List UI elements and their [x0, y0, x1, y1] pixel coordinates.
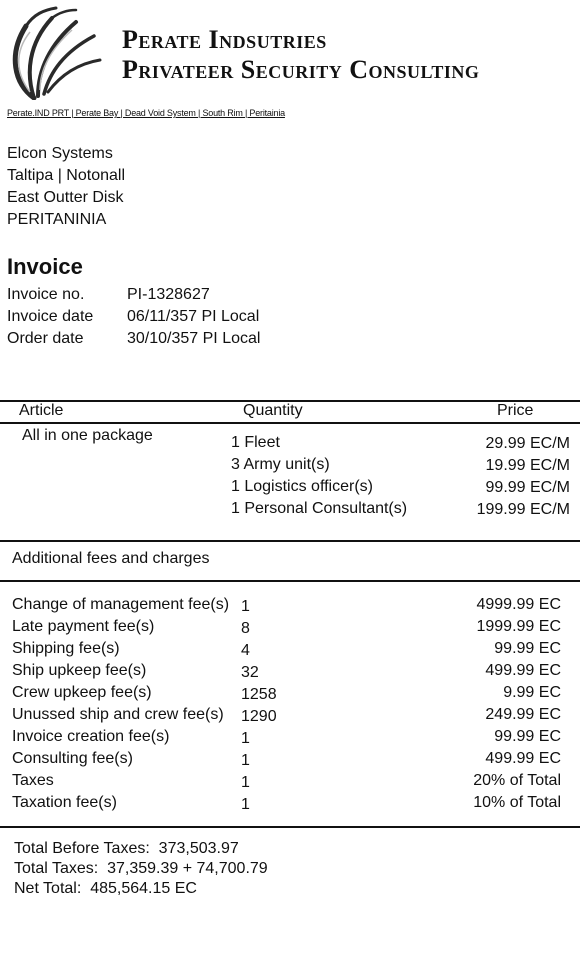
fee-name: Change of management fee(s)	[12, 596, 230, 613]
fee-price: 20% of Total	[473, 772, 561, 789]
recipient-line: PERITANINIA	[7, 211, 107, 228]
fee-price: 249.99 EC	[485, 706, 561, 723]
recipient-line: Elcon Systems	[7, 145, 113, 162]
package-price: 19.99 EC/M	[485, 457, 570, 474]
total-value: 373,503.97	[158, 840, 239, 857]
fee-qty: 1	[241, 796, 250, 813]
fee-name: Consulting fee(s)	[12, 750, 133, 767]
total-value: 485,564.15 EC	[90, 880, 197, 897]
fee-name: Unussed ship and crew fee(s)	[12, 706, 224, 723]
fee-qty: 1	[241, 752, 250, 769]
company-address: Perate.IND PRT | Perate Bay | Dead Void System | South Rim | Peritainia	[7, 108, 285, 118]
package-price: 99.99 EC/M	[485, 479, 570, 496]
package-qty: 3 Army unit(s)	[231, 456, 330, 473]
fee-qty: 1258	[241, 686, 277, 703]
field-label: Invoice no.	[7, 286, 85, 303]
fee-qty: 1290	[241, 708, 277, 725]
total-value: 37,359.39 + 74,700.79	[107, 860, 268, 877]
fee-price: 10% of Total	[473, 794, 561, 811]
total-label: Net Total:	[14, 880, 82, 897]
divider	[0, 540, 580, 542]
fee-name: Invoice creation fee(s)	[12, 728, 170, 745]
order-date-row	[7, 328, 260, 350]
package-article: All in one package	[22, 427, 153, 444]
package-price: 199.99 EC/M	[476, 501, 570, 518]
total-label: Total Before Taxes:	[14, 840, 150, 857]
company-name: Perate Indsutries	[122, 25, 327, 54]
invoice-title: Invoice	[7, 254, 83, 279]
divider	[0, 422, 580, 424]
company-subtitle: Privateer Security Consulting	[122, 55, 480, 84]
package-qty: 1 Fleet	[231, 434, 280, 451]
fee-name: Crew upkeep fee(s)	[12, 684, 152, 701]
invoice-date-row	[7, 306, 260, 328]
invoice-meta	[7, 284, 260, 350]
fee-price: 99.99 EC	[494, 640, 561, 657]
header-price: Price	[497, 402, 534, 419]
fee-price: 4999.99 EC	[476, 596, 561, 613]
fee-qty: 8	[241, 620, 250, 637]
fee-price: 99.99 EC	[494, 728, 561, 745]
fee-price: 499.99 EC	[485, 662, 561, 679]
fee-names	[12, 594, 229, 814]
package-prices	[477, 433, 570, 521]
invoice-number-row	[7, 284, 260, 306]
fees-title: Additional fees and charges	[12, 550, 210, 567]
fee-prices	[473, 594, 561, 814]
fee-name: Taxation fee(s)	[12, 794, 117, 811]
fee-qty: 32	[241, 664, 259, 681]
total-taxes	[14, 859, 268, 879]
total-before-taxes	[14, 839, 268, 859]
total-label: Total Taxes:	[14, 860, 99, 877]
fee-name: Taxes	[12, 772, 54, 789]
recipient-line: Taltipa | Notonall	[7, 167, 125, 184]
field-label: Order date	[7, 330, 84, 347]
header-article: Article	[19, 402, 64, 419]
divider	[0, 580, 580, 582]
fee-qty: 4	[241, 642, 250, 659]
recipient-line: East Outter Disk	[7, 189, 124, 206]
field-label: Invoice date	[7, 308, 94, 325]
fee-qty: 1	[241, 774, 250, 791]
fee-price: 1999.99 EC	[476, 618, 561, 635]
package-quantities	[231, 432, 407, 520]
fee-name: Late payment fee(s)	[12, 618, 155, 635]
invoice-date: 06/11/357 PI Local	[127, 308, 260, 325]
package-price: 29.99 EC/M	[485, 435, 570, 452]
fee-price: 9.99 EC	[503, 684, 561, 701]
fee-quantities	[241, 596, 277, 816]
fee-price: 499.99 EC	[485, 750, 561, 767]
order-date: 30/10/357 PI Local	[127, 330, 261, 347]
fee-name: Shipping fee(s)	[12, 640, 120, 657]
fee-name: Ship upkeep fee(s)	[12, 662, 147, 679]
company-logo	[4, 4, 102, 100]
totals	[14, 839, 268, 899]
package-qty: 1 Personal Consultant(s)	[231, 500, 408, 517]
fee-qty: 1	[241, 730, 250, 747]
recipient-address	[7, 143, 125, 231]
fee-qty: 1	[241, 598, 250, 615]
divider	[0, 826, 580, 828]
header-quantity: Quantity	[243, 402, 303, 419]
invoice-number: PI-1328627	[127, 286, 210, 303]
net-total	[14, 879, 268, 899]
package-qty: 1 Logistics officer(s)	[231, 478, 373, 495]
